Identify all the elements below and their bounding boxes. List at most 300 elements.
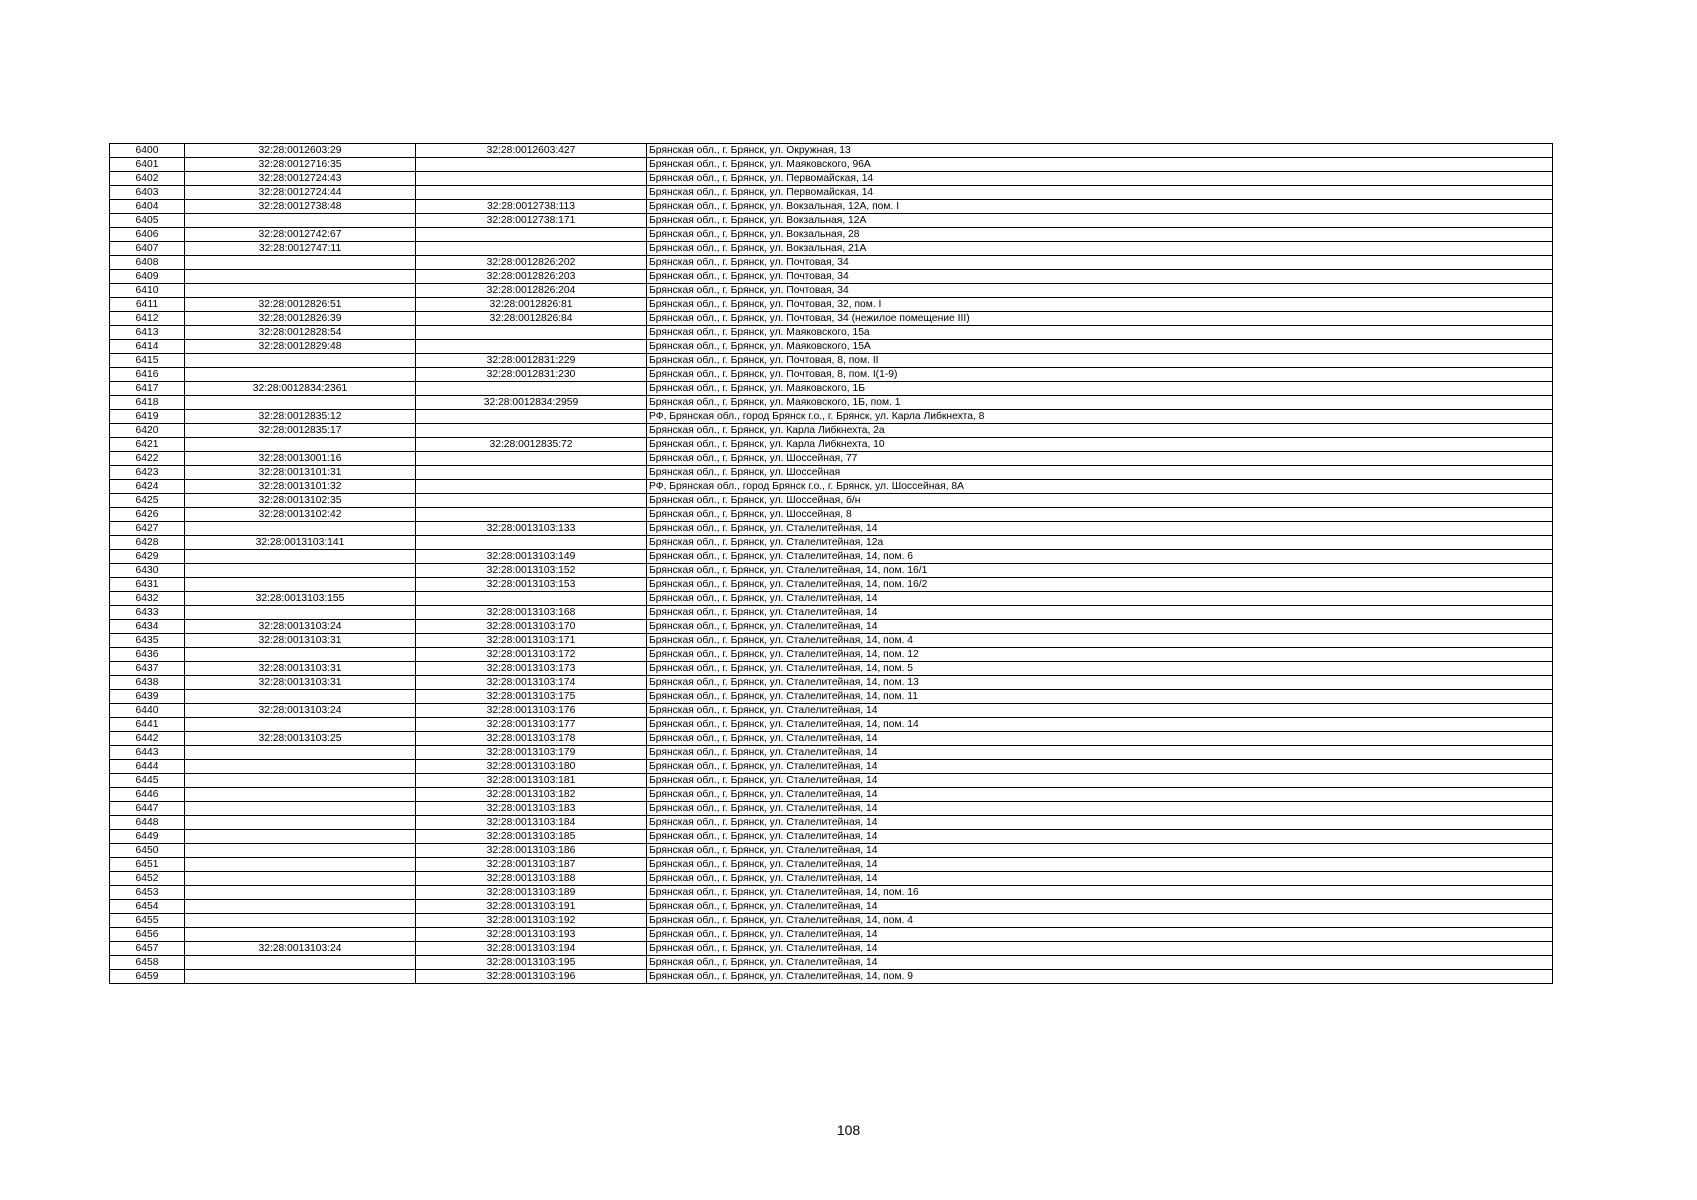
row-number-cell: 6408: [110, 256, 185, 270]
object-cadastral-number-cell: 32:28:0013103:177: [416, 718, 647, 732]
object-cadastral-number-cell: 32:28:0012603:427: [416, 144, 647, 158]
land-cadastral-number-cell: 32:28:0012826:39: [185, 312, 416, 326]
table-row: [110, 340, 1553, 354]
object-cadastral-number-cell: 32:28:0013103:171: [416, 634, 647, 648]
address-cell: Брянская обл., г. Брянск, ул. Почтовая, 34: [647, 256, 1553, 270]
address-cell: Брянская обл., г. Брянск, ул. Почтовая, 8, пом. II: [647, 354, 1553, 368]
table-row: [110, 326, 1553, 340]
address-cell: Брянская обл., г. Брянск, ул. Сталелитейная, 14: [647, 802, 1553, 816]
table-row: [110, 886, 1553, 900]
address-cell: Брянская обл., г. Брянск, ул. Сталелитейная, 14, пом. 16: [647, 886, 1553, 900]
row-number-cell: 6401: [110, 158, 185, 172]
object-cadastral-number-cell: 32:28:0013103:187: [416, 858, 647, 872]
table-row: [110, 144, 1553, 158]
object-cadastral-number-cell: 32:28:0013103:189: [416, 886, 647, 900]
land-cadastral-number-cell: [185, 578, 416, 592]
row-number-cell: 6455: [110, 914, 185, 928]
object-cadastral-number-cell: 32:28:0013103:149: [416, 550, 647, 564]
address-cell: Брянская обл., г. Брянск, ул. Сталелитейная, 14, пом. 16/2: [647, 578, 1553, 592]
object-cadastral-number-cell: 32:28:0013103:196: [416, 970, 647, 984]
row-number-cell: 6454: [110, 900, 185, 914]
address-cell: Брянская обл., г. Брянск, ул. Маяковского, 15а: [647, 326, 1553, 340]
object-cadastral-number-cell: 32:28:0013103:191: [416, 900, 647, 914]
row-number-cell: 6403: [110, 186, 185, 200]
land-cadastral-number-cell: 32:28:0013102:42: [185, 508, 416, 522]
land-cadastral-number-cell: 32:28:0013103:24: [185, 704, 416, 718]
table-row: [110, 410, 1553, 424]
row-number-cell: 6437: [110, 662, 185, 676]
object-cadastral-number-cell: [416, 228, 647, 242]
land-cadastral-number-cell: [185, 690, 416, 704]
object-cadastral-number-cell: 32:28:0013103:133: [416, 522, 647, 536]
address-cell: Брянская обл., г. Брянск, ул. Сталелитейная, 14, пом. 16/1: [647, 564, 1553, 578]
table-row: [110, 788, 1553, 802]
object-cadastral-number-cell: 32:28:0013103:183: [416, 802, 647, 816]
address-cell: Брянская обл., г. Брянск, ул. Сталелитейная, 14: [647, 858, 1553, 872]
object-cadastral-number-cell: 32:28:0013103:176: [416, 704, 647, 718]
object-cadastral-number-cell: 32:28:0013103:179: [416, 746, 647, 760]
address-cell: Брянская обл., г. Брянск, ул. Маяковского, 1Б, пом. 1: [647, 396, 1553, 410]
row-number-cell: 6434: [110, 620, 185, 634]
address-cell: Брянская обл., г. Брянск, ул. Сталелитейная, 14: [647, 760, 1553, 774]
land-cadastral-number-cell: 32:28:0013103:25: [185, 732, 416, 746]
address-cell: Брянская обл., г. Брянск, ул. Почтовая, 34: [647, 284, 1553, 298]
table-row: [110, 816, 1553, 830]
object-cadastral-number-cell: 32:28:0013103:170: [416, 620, 647, 634]
table-row: [110, 760, 1553, 774]
land-cadastral-number-cell: 32:28:0013103:31: [185, 676, 416, 690]
row-number-cell: 6427: [110, 522, 185, 536]
land-cadastral-number-cell: [185, 816, 416, 830]
address-cell: Брянская обл., г. Брянск, ул. Шоссейная: [647, 466, 1553, 480]
table-row: [110, 578, 1553, 592]
object-cadastral-number-cell: [416, 494, 647, 508]
address-cell: Брянская обл., г. Брянск, ул. Шоссейная, б/н: [647, 494, 1553, 508]
object-cadastral-number-cell: 32:28:0013103:172: [416, 648, 647, 662]
object-cadastral-number-cell: [416, 382, 647, 396]
row-number-cell: 6418: [110, 396, 185, 410]
object-cadastral-number-cell: [416, 508, 647, 522]
table-row: [110, 746, 1553, 760]
address-cell: Брянская обл., г. Брянск, ул. Сталелитейная, 14: [647, 620, 1553, 634]
land-cadastral-number-cell: 32:28:0012835:17: [185, 424, 416, 438]
row-number-cell: 6400: [110, 144, 185, 158]
object-cadastral-number-cell: 32:28:0013103:174: [416, 676, 647, 690]
row-number-cell: 6448: [110, 816, 185, 830]
object-cadastral-number-cell: 32:28:0012834:2959: [416, 396, 647, 410]
table-row: [110, 368, 1553, 382]
table-row: [110, 704, 1553, 718]
address-cell: Брянская обл., г. Брянск, ул. Сталелитейная, 14: [647, 900, 1553, 914]
address-cell: Брянская обл., г. Брянск, ул. Вокзальная, 12А: [647, 214, 1553, 228]
row-number-cell: 6407: [110, 242, 185, 256]
table-row: [110, 802, 1553, 816]
land-cadastral-number-cell: [185, 522, 416, 536]
table-row: [110, 200, 1553, 214]
row-number-cell: 6442: [110, 732, 185, 746]
table-row: [110, 718, 1553, 732]
row-number-cell: 6443: [110, 746, 185, 760]
address-cell: Брянская обл., г. Брянск, ул. Сталелитейная, 14, пом. 14: [647, 718, 1553, 732]
land-cadastral-number-cell: [185, 900, 416, 914]
land-cadastral-number-cell: [185, 746, 416, 760]
table-row: [110, 662, 1553, 676]
address-cell: Брянская обл., г. Брянск, ул. Шоссейная, 77: [647, 452, 1553, 466]
land-cadastral-number-cell: [185, 396, 416, 410]
row-number-cell: 6459: [110, 970, 185, 984]
table-row: [110, 606, 1553, 620]
object-cadastral-number-cell: [416, 592, 647, 606]
row-number-cell: 6451: [110, 858, 185, 872]
object-cadastral-number-cell: 32:28:0013103:184: [416, 816, 647, 830]
page-number: 108: [836, 1122, 861, 1138]
row-number-cell: 6453: [110, 886, 185, 900]
object-cadastral-number-cell: 32:28:0012738:171: [416, 214, 647, 228]
land-cadastral-number-cell: [185, 368, 416, 382]
address-cell: Брянская обл., г. Брянск, ул. Шоссейная, 8: [647, 508, 1553, 522]
object-cadastral-number-cell: 32:28:0012826:84: [416, 312, 647, 326]
object-cadastral-number-cell: 32:28:0013103:153: [416, 578, 647, 592]
object-cadastral-number-cell: [416, 424, 647, 438]
object-cadastral-number-cell: 32:28:0013103:168: [416, 606, 647, 620]
table-row: [110, 242, 1553, 256]
land-cadastral-number-cell: [185, 830, 416, 844]
registry-table: [109, 143, 1553, 984]
address-cell: Брянская обл., г. Брянск, ул. Почтовая, 32, пом. I: [647, 298, 1553, 312]
land-cadastral-number-cell: [185, 956, 416, 970]
address-cell: Брянская обл., г. Брянск, ул. Сталелитейная, 14, пом. 6: [647, 550, 1553, 564]
row-number-cell: 6402: [110, 172, 185, 186]
land-cadastral-number-cell: [185, 718, 416, 732]
table-row: [110, 438, 1553, 452]
land-cadastral-number-cell: [185, 914, 416, 928]
row-number-cell: 6440: [110, 704, 185, 718]
address-cell: Брянская обл., г. Брянск, ул. Сталелитейная, 14, пом. 9: [647, 970, 1553, 984]
table-row: [110, 942, 1553, 956]
address-cell: Брянская обл., г. Брянск, ул. Сталелитейная, 14: [647, 522, 1553, 536]
table-row: [110, 550, 1553, 564]
row-number-cell: 6406: [110, 228, 185, 242]
table-row: [110, 914, 1553, 928]
row-number-cell: 6422: [110, 452, 185, 466]
land-cadastral-number-cell: [185, 270, 416, 284]
address-cell: Брянская обл., г. Брянск, ул. Сталелитейная, 14: [647, 956, 1553, 970]
object-cadastral-number-cell: [416, 480, 647, 494]
land-cadastral-number-cell: [185, 256, 416, 270]
land-cadastral-number-cell: [185, 886, 416, 900]
row-number-cell: 6452: [110, 872, 185, 886]
address-cell: РФ, Брянская обл., город Брянск г.о., г. Брянск, ул. Шоссейная, 8А: [647, 480, 1553, 494]
address-cell: Брянская обл., г. Брянск, ул. Сталелитейная, 14: [647, 788, 1553, 802]
row-number-cell: 6441: [110, 718, 185, 732]
object-cadastral-number-cell: 32:28:0013103:173: [416, 662, 647, 676]
land-cadastral-number-cell: 32:28:0012826:51: [185, 298, 416, 312]
address-cell: Брянская обл., г. Брянск, ул. Сталелитейная, 14: [647, 704, 1553, 718]
land-cadastral-number-cell: [185, 774, 416, 788]
table-row: [110, 452, 1553, 466]
address-cell: Брянская обл., г. Брянск, ул. Сталелитейная, 12а: [647, 536, 1553, 550]
object-cadastral-number-cell: [416, 158, 647, 172]
object-cadastral-number-cell: 32:28:0013103:152: [416, 564, 647, 578]
object-cadastral-number-cell: 32:28:0013103:175: [416, 690, 647, 704]
object-cadastral-number-cell: [416, 452, 647, 466]
object-cadastral-number-cell: 32:28:0012831:229: [416, 354, 647, 368]
row-number-cell: 6429: [110, 550, 185, 564]
row-number-cell: 6430: [110, 564, 185, 578]
table-row: [110, 494, 1553, 508]
object-cadastral-number-cell: [416, 326, 647, 340]
address-cell: Брянская обл., г. Брянск, ул. Сталелитейная, 14, пом. 4: [647, 634, 1553, 648]
table-row: [110, 648, 1553, 662]
object-cadastral-number-cell: 32:28:0013103:193: [416, 928, 647, 942]
address-cell: Брянская обл., г. Брянск, ул. Почтовая, 8, пом. I(1-9): [647, 368, 1553, 382]
row-number-cell: 6439: [110, 690, 185, 704]
row-number-cell: 6431: [110, 578, 185, 592]
registry-table-body: [110, 144, 1553, 984]
land-cadastral-number-cell: 32:28:0012724:44: [185, 186, 416, 200]
table-row: [110, 872, 1553, 886]
row-number-cell: 6414: [110, 340, 185, 354]
table-row: [110, 844, 1553, 858]
address-cell: Брянская обл., г. Брянск, ул. Сталелитейная, 14, пом. 11: [647, 690, 1553, 704]
land-cadastral-number-cell: [185, 970, 416, 984]
row-number-cell: 6432: [110, 592, 185, 606]
land-cadastral-number-cell: 32:28:0012716:35: [185, 158, 416, 172]
address-cell: Брянская обл., г. Брянск, ул. Окружная, 13: [647, 144, 1553, 158]
row-number-cell: 6417: [110, 382, 185, 396]
address-cell: Брянская обл., г. Брянск, ул. Сталелитейная, 14: [647, 592, 1553, 606]
table-row: [110, 158, 1553, 172]
object-cadastral-number-cell: 32:28:0013103:182: [416, 788, 647, 802]
table-row: [110, 186, 1553, 200]
row-number-cell: 6411: [110, 298, 185, 312]
table-row: [110, 270, 1553, 284]
row-number-cell: 6449: [110, 830, 185, 844]
table-row: [110, 214, 1553, 228]
object-cadastral-number-cell: 32:28:0013103:185: [416, 830, 647, 844]
row-number-cell: 6426: [110, 508, 185, 522]
address-cell: Брянская обл., г. Брянск, ул. Сталелитейная, 14: [647, 942, 1553, 956]
object-cadastral-number-cell: [416, 410, 647, 424]
object-cadastral-number-cell: 32:28:0012826:81: [416, 298, 647, 312]
address-cell: Брянская обл., г. Брянск, ул. Сталелитейная, 14, пом. 12: [647, 648, 1553, 662]
table-row: [110, 172, 1553, 186]
row-number-cell: 6450: [110, 844, 185, 858]
address-cell: Брянская обл., г. Брянск, ул. Сталелитейная, 14: [647, 746, 1553, 760]
land-cadastral-number-cell: [185, 788, 416, 802]
land-cadastral-number-cell: 32:28:0012828:54: [185, 326, 416, 340]
row-number-cell: 6415: [110, 354, 185, 368]
row-number-cell: 6447: [110, 802, 185, 816]
address-cell: Брянская обл., г. Брянск, ул. Сталелитейная, 14: [647, 732, 1553, 746]
object-cadastral-number-cell: 32:28:0012826:204: [416, 284, 647, 298]
land-cadastral-number-cell: [185, 354, 416, 368]
object-cadastral-number-cell: [416, 466, 647, 480]
land-cadastral-number-cell: [185, 564, 416, 578]
table-row: [110, 592, 1553, 606]
row-number-cell: 6421: [110, 438, 185, 452]
address-cell: Брянская обл., г. Брянск, ул. Сталелитейная, 14: [647, 606, 1553, 620]
address-cell: РФ, Брянская обл., город Брянск г.о., г. Брянск, ул. Карла Либкнехта, 8: [647, 410, 1553, 424]
object-cadastral-number-cell: [416, 340, 647, 354]
table-row: [110, 676, 1553, 690]
row-number-cell: 6428: [110, 536, 185, 550]
object-cadastral-number-cell: 32:28:0013103:181: [416, 774, 647, 788]
row-number-cell: 6444: [110, 760, 185, 774]
land-cadastral-number-cell: 32:28:0013103:31: [185, 634, 416, 648]
land-cadastral-number-cell: [185, 802, 416, 816]
land-cadastral-number-cell: 32:28:0012724:43: [185, 172, 416, 186]
object-cadastral-number-cell: 32:28:0012831:230: [416, 368, 647, 382]
object-cadastral-number-cell: 32:28:0013103:195: [416, 956, 647, 970]
object-cadastral-number-cell: 32:28:0013103:192: [416, 914, 647, 928]
land-cadastral-number-cell: 32:28:0013001:16: [185, 452, 416, 466]
address-cell: Брянская обл., г. Брянск, ул. Почтовая, 34 (нежилое помещение III): [647, 312, 1553, 326]
land-cadastral-number-cell: 32:28:0013101:31: [185, 466, 416, 480]
land-cadastral-number-cell: 32:28:0013103:141: [185, 536, 416, 550]
row-number-cell: 6435: [110, 634, 185, 648]
address-cell: Брянская обл., г. Брянск, ул. Карла Либкнехта, 2а: [647, 424, 1553, 438]
row-number-cell: 6413: [110, 326, 185, 340]
row-number-cell: 6405: [110, 214, 185, 228]
row-number-cell: 6458: [110, 956, 185, 970]
table-row: [110, 620, 1553, 634]
table-row: [110, 634, 1553, 648]
address-cell: Брянская обл., г. Брянск, ул. Почтовая, 34: [647, 270, 1553, 284]
land-cadastral-number-cell: [185, 550, 416, 564]
address-cell: Брянская обл., г. Брянск, ул. Маяковского, 1Б: [647, 382, 1553, 396]
land-cadastral-number-cell: 32:28:0012742:67: [185, 228, 416, 242]
row-number-cell: 6457: [110, 942, 185, 956]
object-cadastral-number-cell: 32:28:0013103:180: [416, 760, 647, 774]
table-row: [110, 284, 1553, 298]
object-cadastral-number-cell: 32:28:0013103:186: [416, 844, 647, 858]
land-cadastral-number-cell: [185, 844, 416, 858]
land-cadastral-number-cell: [185, 214, 416, 228]
table-row: [110, 928, 1553, 942]
address-cell: Брянская обл., г. Брянск, ул. Вокзальная, 28: [647, 228, 1553, 242]
table-row: [110, 312, 1553, 326]
table-row: [110, 830, 1553, 844]
row-number-cell: 6409: [110, 270, 185, 284]
object-cadastral-number-cell: 32:28:0012835:72: [416, 438, 647, 452]
object-cadastral-number-cell: [416, 536, 647, 550]
table-row: [110, 480, 1553, 494]
address-cell: Брянская обл., г. Брянск, ул. Вокзальная, 12А, пом. I: [647, 200, 1553, 214]
table-row: [110, 466, 1553, 480]
row-number-cell: 6456: [110, 928, 185, 942]
object-cadastral-number-cell: 32:28:0012826:202: [416, 256, 647, 270]
land-cadastral-number-cell: 32:28:0013103:155: [185, 592, 416, 606]
table-row: [110, 228, 1553, 242]
address-cell: Брянская обл., г. Брянск, ул. Вокзальная, 21А: [647, 242, 1553, 256]
land-cadastral-number-cell: [185, 872, 416, 886]
address-cell: Брянская обл., г. Брянск, ул. Сталелитейная, 14, пом. 13: [647, 676, 1553, 690]
table-row: [110, 690, 1553, 704]
row-number-cell: 6420: [110, 424, 185, 438]
object-cadastral-number-cell: [416, 186, 647, 200]
address-cell: Брянская обл., г. Брянск, ул. Первомайская, 14: [647, 186, 1553, 200]
table-row: [110, 858, 1553, 872]
address-cell: Брянская обл., г. Брянск, ул. Сталелитейная, 14: [647, 844, 1553, 858]
address-cell: Брянская обл., г. Брянск, ул. Сталелитейная, 14: [647, 774, 1553, 788]
row-number-cell: 6412: [110, 312, 185, 326]
table-row: [110, 382, 1553, 396]
row-number-cell: 6419: [110, 410, 185, 424]
table-row: [110, 956, 1553, 970]
table-row: [110, 508, 1553, 522]
address-cell: Брянская обл., г. Брянск, ул. Первомайская, 14: [647, 172, 1553, 186]
object-cadastral-number-cell: 32:28:0013103:194: [416, 942, 647, 956]
address-cell: Брянская обл., г. Брянск, ул. Сталелитейная, 14, пом. 4: [647, 914, 1553, 928]
object-cadastral-number-cell: 32:28:0013103:178: [416, 732, 647, 746]
land-cadastral-number-cell: [185, 438, 416, 452]
address-cell: Брянская обл., г. Брянск, ул. Сталелитейная, 14: [647, 830, 1553, 844]
address-cell: Брянская обл., г. Брянск, ул. Карла Либкнехта, 10: [647, 438, 1553, 452]
land-cadastral-number-cell: [185, 760, 416, 774]
table-row: [110, 970, 1553, 984]
land-cadastral-number-cell: [185, 648, 416, 662]
address-cell: Брянская обл., г. Брянск, ул. Маяковского, 96А: [647, 158, 1553, 172]
table-row: [110, 396, 1553, 410]
land-cadastral-number-cell: [185, 284, 416, 298]
object-cadastral-number-cell: 32:28:0013103:188: [416, 872, 647, 886]
object-cadastral-number-cell: [416, 242, 647, 256]
land-cadastral-number-cell: 32:28:0012835:12: [185, 410, 416, 424]
land-cadastral-number-cell: 32:28:0013103:31: [185, 662, 416, 676]
land-cadastral-number-cell: 32:28:0013103:24: [185, 620, 416, 634]
table-row: [110, 732, 1553, 746]
address-cell: Брянская обл., г. Брянск, ул. Сталелитейная, 14, пом. 5: [647, 662, 1553, 676]
row-number-cell: 6436: [110, 648, 185, 662]
row-number-cell: 6445: [110, 774, 185, 788]
land-cadastral-number-cell: 32:28:0012834:2361: [185, 382, 416, 396]
table-row: [110, 424, 1553, 438]
row-number-cell: 6410: [110, 284, 185, 298]
table-row: [110, 774, 1553, 788]
table-row: [110, 564, 1553, 578]
address-cell: Брянская обл., г. Брянск, ул. Сталелитейная, 14: [647, 872, 1553, 886]
land-cadastral-number-cell: [185, 928, 416, 942]
table-row: [110, 522, 1553, 536]
land-cadastral-number-cell: [185, 606, 416, 620]
row-number-cell: 6425: [110, 494, 185, 508]
row-number-cell: 6404: [110, 200, 185, 214]
land-cadastral-number-cell: 32:28:0012738:48: [185, 200, 416, 214]
land-cadastral-number-cell: [185, 858, 416, 872]
table-row: [110, 536, 1553, 550]
address-cell: Брянская обл., г. Брянск, ул. Сталелитейная, 14: [647, 928, 1553, 942]
land-cadastral-number-cell: 32:28:0012829:48: [185, 340, 416, 354]
row-number-cell: 6446: [110, 788, 185, 802]
object-cadastral-number-cell: 32:28:0012826:203: [416, 270, 647, 284]
row-number-cell: 6416: [110, 368, 185, 382]
land-cadastral-number-cell: 32:28:0012747:11: [185, 242, 416, 256]
table-row: [110, 256, 1553, 270]
row-number-cell: 6423: [110, 466, 185, 480]
row-number-cell: 6424: [110, 480, 185, 494]
land-cadastral-number-cell: 32:28:0013102:35: [185, 494, 416, 508]
land-cadastral-number-cell: 32:28:0012603:29: [185, 144, 416, 158]
address-cell: Брянская обл., г. Брянск, ул. Сталелитейная, 14: [647, 816, 1553, 830]
land-cadastral-number-cell: 32:28:0013103:24: [185, 942, 416, 956]
table-row: [110, 354, 1553, 368]
land-cadastral-number-cell: 32:28:0013101:32: [185, 480, 416, 494]
object-cadastral-number-cell: [416, 172, 647, 186]
row-number-cell: 6438: [110, 676, 185, 690]
table-row: [110, 298, 1553, 312]
row-number-cell: 6433: [110, 606, 185, 620]
